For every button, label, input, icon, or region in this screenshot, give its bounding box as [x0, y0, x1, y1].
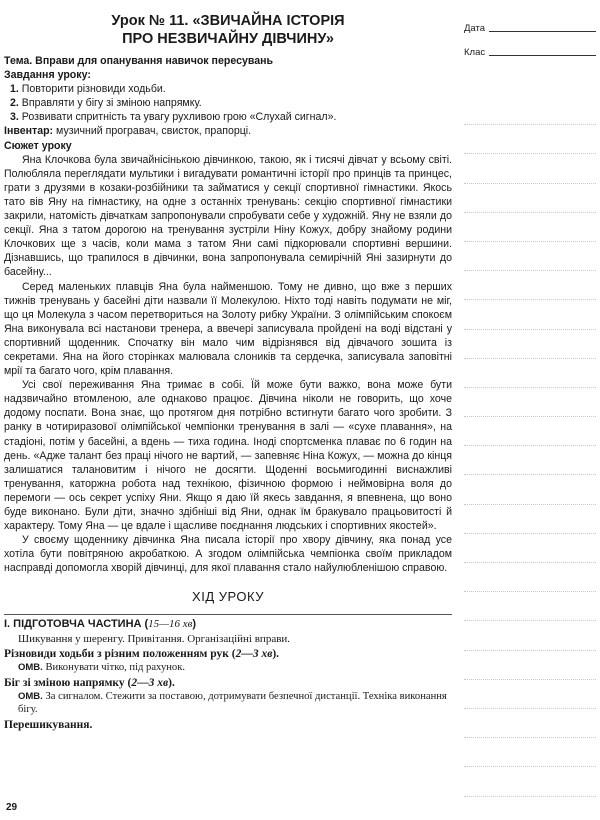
- note-line: [464, 300, 596, 329]
- walk-exercise-title: [4, 648, 452, 660]
- section-1-intro: Шикування у шеренгу. Привітання. Організаційні вправи.: [18, 633, 291, 646]
- page-number: 29: [6, 802, 18, 813]
- story-paragraph: Усі свої переживання Яна тримає в собі. Їй може бути важко, вона може бути надзвичайно втомленою, але однаково працює. Дівчина ніколи не говорить, що хоче додому поспати. Вона знає, що протягом дня потрібно встигнути багато чого зробити. З ранку в чотириразової олімпійської чемпіонки тренування в залі — «сухе плавання», на стадіоні, потім у басейні, а вдень — тиха година. Іноді спортсменка плаває по 6 годин на день. «Адже талант без праці нічого не вартий, — запевняє Ніна Кожух, — можна до кінця залишатися талановитим і нічого не досягти. Щоденні восьмигодинні виснажливі тренування, каторжна робота над технікою, фізичною формою і неймовірна воля до перемоги — ось секрет успіху Яни. Якщо я даю їй якесь завдання, я впевнена, що воно буде виконано. Були діти, значно здібніші від Яни, однак їм бракувало працьовитості й характеру. Тому Яна — це вдале і щасливе поєднання людських і спортивних якостей».: [4, 379, 452, 533]
- task-item: [4, 82, 452, 96]
- note-line: [464, 680, 596, 709]
- note-line: [464, 621, 596, 650]
- class-line: [489, 54, 596, 56]
- inventory-label: Інвентар:: [4, 125, 54, 138]
- date-field[interactable]: [464, 10, 596, 34]
- class-field[interactable]: [464, 34, 596, 58]
- walk-title-text: Різновиди ходьби з різним положенням рук (: [4, 648, 236, 661]
- inventory: [4, 124, 452, 138]
- section-1-label: І. ПІДГОТОВЧА ЧАСТИНА (: [4, 618, 149, 631]
- run-exercise-title: [4, 677, 452, 689]
- task-number: 2.: [10, 97, 19, 110]
- note-line: [464, 184, 596, 213]
- inventory-text: музичний програвач, свисток, прапорці.: [53, 125, 252, 138]
- task-item: [4, 110, 452, 124]
- story-paragraph: У своєму щоденнику дівчинка Яна писала історії про хвору дівчину, яка понад усе хотіла бути повітряною акробаткою. А згодом олімпійська чемпіонка своїм прикладом насправді допомогла хворій дівчинці, для якої плавання стало найулюбленішою справою.: [4, 534, 452, 575]
- note-line: [464, 534, 596, 563]
- topic-label: Тема.: [4, 55, 33, 67]
- note-line: [464, 125, 596, 154]
- note-line: [464, 563, 596, 592]
- story-paragraph: Яна Клочкова була звичайнісінькою дівчинкою, такою, як і тисячі дівчат у всьому світі. Полюбляла переглядати мультики і вигадувати романтичні історії про принців та принцес, грати з друзями в козаки-розбійники та займатися у секції спортивної гімнастики. Якось тато вів Яну на гімнастику, на одне з останніх тренувань: секцію спортивної гімнастики закрили, натомість дівчаткам запропонували спробувати себе у художній. Яну не взяли до секції. Яна з татом дорогою на тренування зустріли Ніну Кожух, добру знайому родини Клочкових ще з часів, коли мама з татом Яни самі підкорювали спортивні вершини. Дізнавшись, що трапилося в дівчинки, вона запропонувала семирічній Яні зазирнути до басейну...: [4, 153, 452, 279]
- topic: [4, 54, 452, 68]
- walk-omv-text: Виконувати чітко, під рахунок.: [42, 662, 186, 674]
- tasks-list: [4, 82, 452, 124]
- note-line: [464, 709, 596, 738]
- walk-close: ).: [272, 648, 280, 661]
- walk-omv-label: ОМВ.: [18, 662, 43, 674]
- run-close: ).: [168, 676, 175, 689]
- lesson-title: [4, 12, 452, 48]
- walk-omv: [4, 661, 452, 675]
- note-line: [464, 330, 596, 359]
- task-text: Розвивати спритність та увагу рухливою грою «Слухай сигнал».: [21, 111, 337, 124]
- note-line: [464, 446, 596, 475]
- note-line: [464, 417, 596, 446]
- note-line: [464, 271, 596, 300]
- note-line: [464, 475, 596, 504]
- note-line: [464, 96, 596, 125]
- note-line: [464, 651, 596, 680]
- run-time: 2—3 хв: [131, 676, 169, 689]
- date-class-fields: [464, 10, 596, 58]
- story-paragraph: Серед маленьких плавців Яна була найменшою. Тому не дивно, що вже з перших тижнів тренувань у басейні діти назвали її Молекулою. Ніхто тоді навіть подумати не міг, що ця Молекула з часом перетвориться на Золоту рибку України. З олімпійським спокоєм Яна виконувала всі настанови тренера, а ввечері записувала пройдені на воді відстані у спортивний щоденник. Спочатку він мало чим відрізнявся від дівчачого зошита із секретами. Яна на його сторінках малювала слоників та сердечка, записувала заповітні мрії та багато чого, крім плавання.: [4, 280, 452, 378]
- task-item: [4, 96, 452, 110]
- run-omv-label: ОМВ.: [18, 690, 43, 702]
- task-number: 1.: [10, 83, 19, 96]
- note-line: [464, 359, 596, 388]
- note-line: [464, 738, 596, 767]
- note-line: [464, 767, 596, 796]
- task-text: Вправляти у бігу зі зміною напрямку.: [21, 97, 202, 110]
- note-line: [464, 213, 596, 242]
- date-label: Дата: [464, 23, 486, 34]
- topic-text: Вправи для опанування навичок пересувань: [32, 55, 274, 67]
- notes-column[interactable]: [464, 96, 596, 797]
- story-label: Сюжет уроку: [4, 139, 72, 152]
- class-label: Клас: [464, 47, 486, 58]
- note-line: [464, 242, 596, 271]
- title-line-1: Урок № 11. «ЗВИЧАЙНА ІСТОРІЯ: [111, 13, 345, 29]
- run-omv: [4, 690, 452, 717]
- note-line: [464, 388, 596, 417]
- regroup-title: Перешикування.: [4, 718, 93, 731]
- date-line: [489, 30, 596, 32]
- section-1-title: [4, 614, 452, 630]
- lesson-content: [4, 12, 452, 732]
- course-heading: ХІД УРОКУ: [192, 589, 264, 605]
- tasks-label: Завдання уроку:: [4, 69, 91, 82]
- run-title-text: Біг зі зміною напрямку (: [4, 676, 132, 689]
- title-line-2: ПРО НЕЗВИЧАЙНУ ДІВЧИНУ»: [122, 31, 334, 47]
- walk-time: 2—3 хв: [235, 648, 273, 661]
- note-line: [464, 154, 596, 183]
- note-line: [464, 592, 596, 621]
- run-omv-text: За сигналом. Стежити за поставою, дотримувати безпечної дистанції. Техніка виконання бігу.: [18, 690, 447, 716]
- task-text: Повторити різновиди ходьби.: [21, 83, 166, 96]
- note-line: [464, 505, 596, 534]
- section-1-close: ): [192, 618, 197, 631]
- section-1-time: 15—16 хв: [148, 618, 193, 631]
- task-number: 3.: [10, 111, 19, 124]
